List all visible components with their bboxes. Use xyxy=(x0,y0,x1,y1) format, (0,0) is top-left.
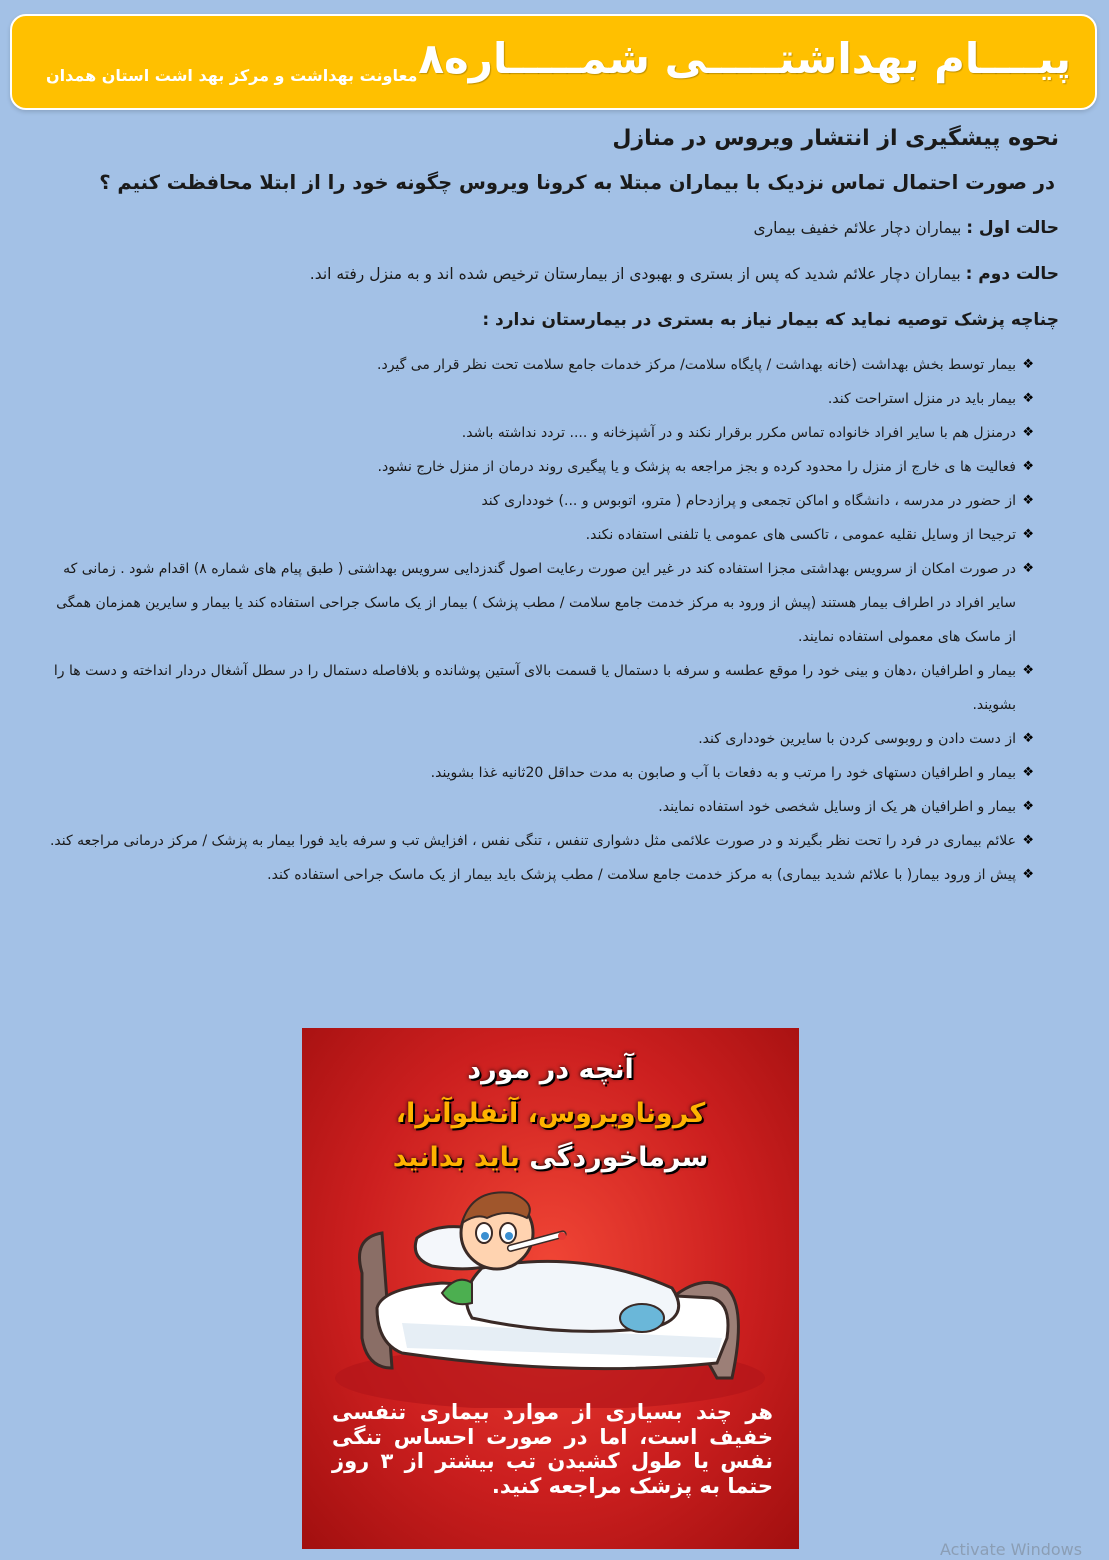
bullet-diamond-icon: ❖ xyxy=(1022,867,1034,882)
advice-item-text: بیمار و اطرافیان ،دهان و بینی خود را موقع عطسه و سرفه با دستمال یا قسمت بالای آستین پوشانده و بلافاصله دستمال را در سطل آشغال دردار انداخته و دست ها را بشویند. xyxy=(53,663,1016,713)
advice-item xyxy=(44,518,1034,552)
advice-item xyxy=(44,858,1034,892)
advice-item xyxy=(44,450,1034,484)
advice-item xyxy=(44,824,1034,858)
advice-item-text: از دست دادن و روبوسی کردن با سایرین خودداری کند. xyxy=(698,731,1016,747)
poster-line-3-yellow: باید بدانید xyxy=(392,1142,520,1173)
advice-item-text: ترجیحا از وسایل نقلیه عمومی ، تاکسی های عمومی یا تلفنی استفاده نکند. xyxy=(585,527,1016,543)
advice-item-text: از حضور در مدرسه ، دانشگاه و اماکن تجمعی و پرازدحام ( مترو، اتوبوس و ...) خودداری کند xyxy=(481,493,1016,509)
case-first xyxy=(44,218,1059,238)
section-heading: نحوه پیشگیری از انتشار ویروس در منازل xyxy=(612,126,1059,151)
poster-line-2: کروناویروس، آنفلوآنزا، xyxy=(395,1098,706,1129)
advice-item xyxy=(44,348,1034,382)
header-banner xyxy=(10,14,1097,110)
info-poster xyxy=(302,1028,799,1549)
bullet-diamond-icon: ❖ xyxy=(1022,663,1034,678)
page-title: پیــــام بهداشتـــــی شمـــــاره۸ xyxy=(418,34,1071,83)
bullet-diamond-icon: ❖ xyxy=(1022,391,1034,406)
bullet-diamond-icon: ❖ xyxy=(1022,765,1034,780)
bullet-diamond-icon: ❖ xyxy=(1022,425,1034,440)
advice-item xyxy=(44,722,1034,756)
bullet-diamond-icon: ❖ xyxy=(1022,493,1034,508)
case-second xyxy=(44,264,1059,284)
bullet-diamond-icon: ❖ xyxy=(1022,357,1034,372)
advice-item-text: بیمار و اطرافیان دستهای خود را مرتب و به دفعات با آب و صابون به مدت حداقل 20ثانیه غذا بشویند. xyxy=(430,765,1016,781)
section-question: در صورت احتمال تماس نزدیک با بیماران مبتلا به کرونا ویروس چگونه خود را از ابتلا محافظت کنیم ؟ xyxy=(99,171,1055,194)
advice-item xyxy=(44,790,1034,824)
bullet-diamond-icon: ❖ xyxy=(1022,527,1034,542)
case-second-label: حالت دوم : xyxy=(965,264,1059,284)
advice-list xyxy=(44,348,1034,892)
advice-item-text: بیمار باید در منزل استراحت کند. xyxy=(827,391,1016,407)
poster-line-3-white: سرماخوردگی xyxy=(529,1142,709,1173)
advice-item xyxy=(44,552,1034,654)
case-second-text: بیماران دچار علائم شدید که پس از بستری و بهبودی از بیمارستان ترخیص شده اند و به منزل رفته اند. xyxy=(309,265,966,283)
sick-child-illustration xyxy=(322,1178,779,1408)
case-first-text: بیماران دچار علائم خفیف بیماری xyxy=(753,219,967,237)
bullet-diamond-icon: ❖ xyxy=(1022,731,1034,746)
bullet-diamond-icon: ❖ xyxy=(1022,833,1034,848)
advice-item xyxy=(44,416,1034,450)
advice-item-text: بیمار توسط بخش بهداشت (خانه بهداشت / پایگاه سلامت/ مرکز خدمات جامع سلامت تحت نظر قرار می گیرد. xyxy=(377,357,1016,373)
advice-item-text: در صورت امکان از سرویس بهداشتی مجزا استفاده کند در غیر این صورت رعایت اصول گندزدایی سرویس بهداشتی ( طبق پیام های شماره ۸) اقدام شود . زمانی که سایر افراد در اطراف بیمار هستند (پیش از ورود به مرکز خدمت جامع سلامت / مطب پزشک ) بیمار از یک ماسک جراحی استفاده کند یا بیمار و سایرین همزمان همگی از ماسک های معمولی استفاده نمایند. xyxy=(56,561,1016,645)
poster-line-1: آنچه در مورد xyxy=(467,1054,634,1085)
advice-heading: چناچه پزشک توصیه نماید که بیمار نیاز به بستری در بیمارستان ندارد : xyxy=(482,310,1059,330)
bullet-diamond-icon: ❖ xyxy=(1022,561,1034,576)
activation-watermark: Activate Windows xyxy=(940,1540,1083,1559)
bullet-diamond-icon: ❖ xyxy=(1022,799,1034,814)
advice-item-text: فعالیت ها ی خارج از منزل را محدود کرده و بجز مراجعه به پزشک و یا پیگیری روند درمان از منزل خارج نشود. xyxy=(377,459,1016,475)
main-content xyxy=(44,126,1059,892)
header-subtitle: معاونت بهداشت و مرکز بهد اشت استان همدان xyxy=(46,66,418,85)
advice-item xyxy=(44,382,1034,416)
bullet-diamond-icon: ❖ xyxy=(1022,459,1034,474)
case-first-label: حالت اول : xyxy=(966,218,1059,238)
poster-headline xyxy=(302,1048,799,1180)
advice-item-text: درمنزل هم با سایر افراد خانواده تماس مکرر برقرار نکند و در آشپزخانه و .... تردد نداشته باشد. xyxy=(461,425,1016,441)
poster-body-text: هر چند بسیاری از موارد بیماری تنفسی خفیف است، اما در صورت احساس تنگی نفس یا طول کشیدن تب بیشتر از ۳ روز حتما به پزشک مراجعه کنید. xyxy=(332,1400,773,1498)
advice-item xyxy=(44,484,1034,518)
advice-item-text: علائم بیماری در فرد را تحت نظر بگیرند و در صورت علائمی مثل دشواری تنفس ، تنگی نفس ، افزایش تب و سرفه باید فورا بیمار به پزشک / مرکز درمانی مراجعه کند. xyxy=(49,833,1016,849)
advice-item xyxy=(44,756,1034,790)
advice-item xyxy=(44,654,1034,722)
advice-item-text: پیش از ورود بیمار( با علائم شدید بیماری) به مرکز خدمت جامع سلامت / مطب پزشک باید بیمار از یک ماسک جراحی استفاده کند. xyxy=(267,867,1016,883)
poster-line-3 xyxy=(302,1136,799,1180)
advice-item-text: بیمار و اطرافیان هر یک از وسایل شخصی خود استفاده نمایند. xyxy=(658,799,1016,815)
